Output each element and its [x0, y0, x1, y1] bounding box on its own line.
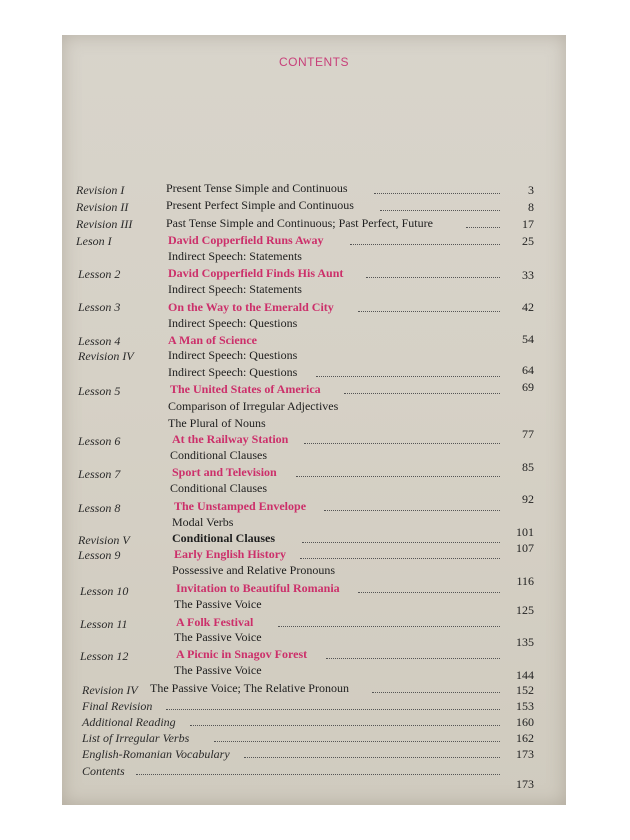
toc-page: 173	[516, 747, 534, 761]
toc-label: Lesson 9	[78, 548, 121, 562]
dot-leader	[296, 476, 500, 477]
toc-subtitle: The Passive Voice	[174, 597, 262, 611]
page-title: CONTENTS	[279, 55, 349, 69]
toc-page: 144	[516, 668, 534, 682]
toc-title: Conditional Clauses	[172, 531, 276, 545]
dot-leader	[374, 193, 500, 194]
toc-page: 3	[528, 183, 534, 197]
dot-leader	[324, 510, 500, 511]
dot-leader	[366, 277, 500, 278]
toc-subtitle: The Passive Voice	[174, 630, 262, 644]
toc-page: 152	[516, 683, 534, 697]
dot-leader	[190, 725, 500, 726]
toc-title: Past Tense Simple and Continuous; Past Perfect, Future	[166, 216, 433, 230]
toc-page: 125	[516, 603, 534, 617]
dot-leader	[214, 741, 500, 742]
toc-page: 116	[516, 574, 534, 588]
toc-page: 92	[522, 492, 534, 506]
toc-title: At the Railway Station	[172, 432, 289, 446]
toc-page: 153	[516, 699, 534, 713]
toc-label: Lesson 4	[78, 334, 121, 348]
dot-leader	[344, 393, 500, 394]
toc-subtitle: The Passive Voice	[174, 663, 262, 677]
toc-label: List of Irregular Verbs	[82, 731, 190, 745]
toc-title: The Passive Voice; The Relative Pronoun	[150, 681, 349, 695]
toc-page: 25	[522, 234, 534, 248]
toc-page: 33	[522, 268, 534, 282]
toc-page: 77	[522, 427, 534, 441]
dot-leader	[316, 376, 500, 377]
toc-title: Early English History	[174, 547, 287, 561]
dot-leader	[358, 311, 500, 312]
dot-leader	[136, 774, 500, 775]
toc-label: Revision II	[76, 200, 129, 214]
toc-label: Lesson 11	[80, 617, 128, 631]
toc-label: Additional Reading	[82, 715, 176, 729]
dot-leader	[326, 658, 500, 659]
toc-page: 8	[528, 200, 534, 214]
toc-subtitle: Conditional Clauses	[170, 481, 267, 495]
toc-page: 54	[522, 332, 534, 346]
toc-subtitle: Conditional Clauses	[170, 448, 267, 462]
toc-title: A Man of Science	[168, 333, 257, 347]
toc-subtitle: Modal Verbs	[172, 515, 234, 529]
toc-title: Present Tense Simple and Continuous	[166, 181, 348, 195]
toc-subtitle: Indirect Speech: Statements	[168, 249, 302, 263]
toc-page: 64	[522, 363, 534, 377]
toc-title: The Unstamped Envelope	[174, 499, 307, 513]
dot-leader	[304, 443, 500, 444]
dot-leader	[380, 210, 500, 211]
dot-leader	[166, 709, 500, 710]
toc-subtitle: Indirect Speech: Questions	[168, 316, 298, 330]
toc-page: 17	[522, 217, 534, 231]
toc-subtitle: Indirect Speech: Statements	[168, 282, 302, 296]
toc-page: 135	[516, 635, 534, 649]
toc-page: 160	[516, 715, 534, 729]
toc-label: Revision IV	[78, 349, 134, 363]
dot-leader	[358, 592, 500, 593]
toc-title: A Folk Festival	[176, 615, 254, 629]
toc-subtitle: Comparison of Irregular Adjectives	[168, 399, 339, 413]
dot-leader	[278, 626, 500, 627]
toc-label: Revision IV	[82, 683, 138, 697]
toc-label: Revision III	[76, 217, 133, 231]
toc-label: Lesson 10	[80, 584, 129, 598]
toc-title: The United States of America	[170, 382, 321, 396]
toc-subtitle: The Plural of Nouns	[168, 416, 266, 430]
toc-title: David Copperfield Finds His Aunt	[168, 266, 344, 280]
toc-title: Indirect Speech: Questions	[168, 348, 298, 362]
dot-leader	[244, 757, 500, 758]
toc-label: Lesson 5	[78, 384, 121, 398]
book-page	[62, 35, 566, 805]
toc-page: 173	[516, 777, 534, 791]
toc-label: Revision I	[76, 183, 125, 197]
toc-label: English-Romanian Vocabulary	[82, 747, 230, 761]
toc-label: Leson I	[76, 234, 112, 248]
toc-label: Lesson 3	[78, 300, 121, 314]
toc-title: Sport and Television	[172, 465, 277, 479]
toc-page: 162	[516, 731, 534, 745]
toc-page: 85	[522, 460, 534, 474]
dot-leader	[300, 558, 500, 559]
toc-page: 107	[516, 541, 534, 555]
toc-title: Indirect Speech: Questions	[168, 365, 298, 379]
toc-label: Lesson 2	[78, 267, 121, 281]
dot-leader	[350, 244, 500, 245]
toc-title: A Picnic in Snagov Forest	[176, 647, 308, 661]
dot-leader	[372, 692, 500, 693]
toc-title: Invitation to Beautiful Romania	[176, 581, 340, 595]
toc-label: Lesson 8	[78, 501, 121, 515]
toc-subtitle: Possessive and Relative Pronouns	[172, 563, 335, 577]
toc-page: 101	[516, 525, 534, 539]
toc-page: 69	[522, 380, 534, 394]
toc-label: Contents	[82, 764, 125, 778]
toc-label: Revision V	[78, 533, 130, 547]
toc-label: Final Revision	[82, 699, 153, 713]
toc-label: Lesson 6	[78, 434, 121, 448]
toc-label: Lesson 12	[80, 649, 129, 663]
toc-title: On the Way to the Emerald City	[168, 300, 334, 314]
dot-leader	[302, 542, 500, 543]
toc-title: Present Perfect Simple and Continuous	[166, 198, 354, 212]
toc-title: David Copperfield Runs Away	[168, 233, 324, 247]
toc-page: 42	[522, 300, 534, 314]
toc-label: Lesson 7	[78, 467, 121, 481]
